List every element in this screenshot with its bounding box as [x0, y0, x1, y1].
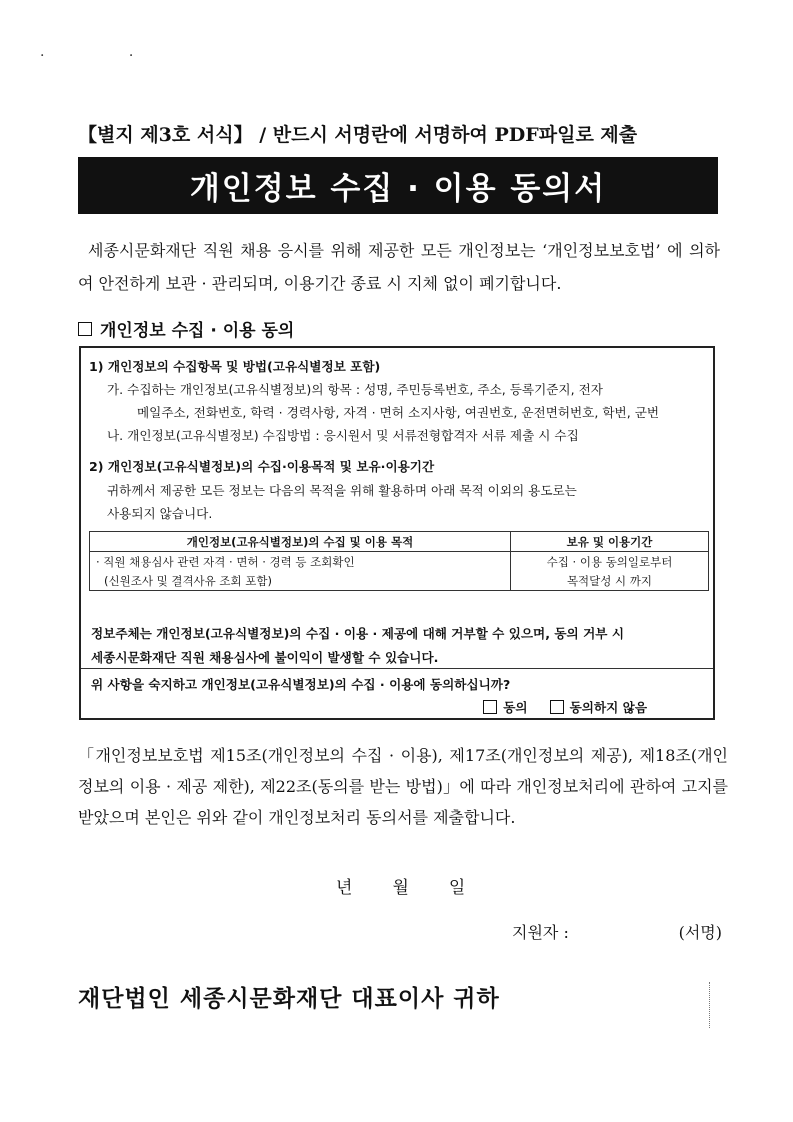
col2-header: 보유 및 이용기간 — [511, 532, 709, 552]
purpose-table — [89, 531, 709, 591]
date-month: 월 — [392, 878, 409, 898]
disagree-option[interactable] — [550, 697, 647, 716]
refusal-line2: 세종시문화재단 직원 채용심사에 불이익이 발생할 수 있습니다. — [91, 650, 439, 665]
section-heading-text: 개인정보 수집 · 이용 동의 — [100, 321, 295, 341]
consent-options — [483, 697, 647, 716]
refusal-line1: 정보주체는 개인정보(고유식별정보)의 수집 · 이용 · 제공에 대해 거부할 수 있으며, 동의 거부 시 — [91, 626, 624, 641]
section-heading — [78, 316, 294, 341]
signature-line — [512, 920, 722, 943]
purpose-line1: · 직원 채용심사 관련 자격 · 면허 · 경력 등 조회확인 — [90, 552, 511, 572]
page-title: 개인정보 수집 · 이용 동의서 — [189, 171, 607, 207]
item1-a-line2: 메일주소, 전화번호, 학력 · 경력사항, 자격 · 면허 소지사항, 여권번호, 운전면허번호, 학번, 군번 — [137, 405, 660, 420]
item2-line1: 귀하께서 제공한 모든 정보는 다음의 목적을 위해 활용하며 아래 목적 이외의 용도로는 — [107, 483, 577, 498]
consent-box — [79, 346, 715, 720]
agree-checkbox[interactable] — [483, 700, 497, 714]
date-year: 년 — [336, 878, 353, 898]
item2-line2: 사용되지 않습니다. — [107, 506, 213, 521]
fold-marks — [709, 982, 712, 1028]
item1-b: 나. 개인정보(고유식별정보) 수집방법 : 응시원서 및 서류전형합격자 서류 제출 시 수집 — [107, 428, 579, 443]
period-line1: 수집 · 이용 동의일로부터 — [511, 552, 709, 572]
purpose-line2: (신원조사 및 결격사유 조회 포함) — [90, 571, 511, 591]
item1-title: 1) 개인정보의 수집항목 및 방법(고유식별정보 포함) — [89, 359, 381, 374]
form-tag: 【별지 제3호 서식】 / 반드시 서명란에 서명하여 PDF파일로 제출 — [78, 124, 638, 146]
agree-label: 동의 — [503, 700, 528, 715]
applicant-label: 지원자 : — [512, 923, 569, 942]
agree-option[interactable] — [483, 697, 527, 716]
law-statement: 「개인정보보호법 제15조(개인정보의 수집 · 이용), 제17조(개인정보의 제공), 제18조(개인정보의 이용 · 제공 제한), 제22조(동의를 받는 방법)」에 따라 개인정보처리에 관하여 고지를 받았으며 본인은 위와 같이 개인정보처리 동의서를 제출합니다. — [78, 746, 728, 827]
corner-marks: · · — [40, 48, 174, 64]
box-divider — [81, 668, 713, 669]
intro-paragraph: 세종시문화재단 직원 채용 응시를 위해 제공한 모든 개인정보는 ‘개인정보보호법’ 에 의하여 안전하게 보관 · 관리되며, 이용기간 종료 시 지체 없이 폐기합니다. — [78, 241, 720, 293]
signature-field[interactable]: (서명) — [678, 923, 722, 942]
item1-a-line1: 가. 수집하는 개인정보(고유식별정보)의 항목 : 성명, 주민등록번호, 주소, 등록기준지, 전자 — [107, 382, 603, 397]
checkbox-icon — [78, 322, 92, 336]
addressee: 재단법인 세종시문화재단 대표이사 귀하 — [78, 985, 500, 1012]
date-day: 일 — [448, 878, 466, 898]
disagree-checkbox[interactable] — [550, 700, 564, 714]
consent-question: 위 사항을 숙지하고 개인정보(고유식별정보)의 수집 · 이용에 동의하십니까? — [91, 677, 511, 692]
col1-header: 개인정보(고유식별정보)의 수집 및 이용 목적 — [90, 532, 511, 552]
period-line2: 목적달성 시 까지 — [511, 571, 709, 591]
disagree-label: 동의하지 않음 — [569, 700, 647, 715]
item2-title: 2) 개인정보(고유식별정보)의 수집·이용목적 및 보유·이용기간 — [89, 459, 435, 474]
title-bar — [78, 157, 718, 214]
date-line — [336, 873, 465, 898]
